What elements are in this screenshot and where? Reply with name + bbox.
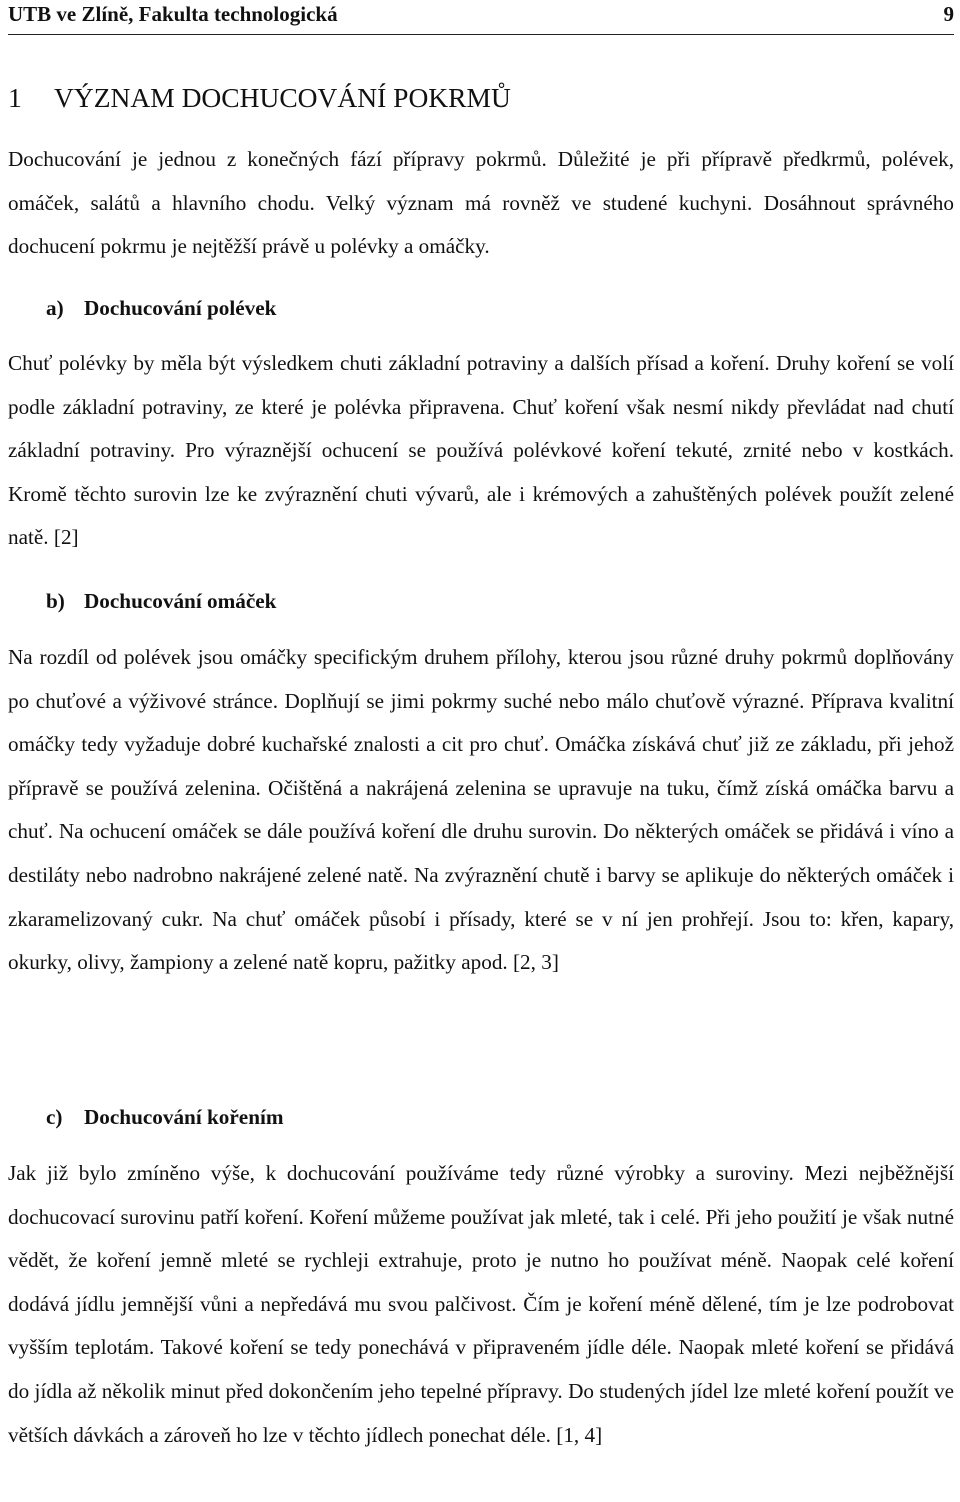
section-a-paragraph: Chuť polévky by měla být výsledkem chuti základní potraviny a dalších přísad a koření. Druhy koření se volí podle základní potraviny, ze které je polévka připravena. Chuť koření však nesmí nikdy převládat nad chutí základní potraviny. Pro výraznější ochucení se používá polévkové koření tekuté, zrnité nebo v kostkách. Kromě těchto surovin lze ke zvýraznění chuti vývarů, ale i krémových a zahuštěných polévek použít zelené natě. [2] [8, 351, 954, 550]
section-label: c) [46, 1105, 63, 1129]
section-c-paragraph: Jak již bylo zmíněno výše, k dochucování používáme tedy různé výrobky a suroviny. Mezi nejběžnější dochucovací surovinu patří koření. Koření můžeme používat jak mleté, tak i celé. Při jeho použití je však nutné vědět, že koření jemně mleté se rychleji extrahuje, proto je nutno ho používat méně. Naopak celé koření dodává jídlu jemnější vůni a nepředává mu svou palčivost. Čím je koření méně dělené, tím je lze podrobovat vyšším teplotám. Takové koření se tedy ponechává v připraveném jídle déle. Naopak mleté koření se přidává do jídla až několik minut před dokončením jeho tepelné přípravy. Do studených jídel lze mleté koření použít ve větších dávkách a zároveň ho lze v těchto jídlech ponechat déle. [1, 4] [8, 1161, 954, 1447]
section-title: Dochucování polévek [84, 296, 277, 320]
section-b-paragraph: Na rozdíl od polévek jsou omáčky specifickým druhem přílohy, kterou jsou různé druhy pokrmů doplňovány po chuťové a výživové stránce. Doplňují se jimi pokrmy suché nebo málo chuťově výrazné. Příprava kvalitní omáčky tedy vyžaduje dobré kuchařské znalosti a cit pro chuť. Omáčka získává chuť již ze základu, při jehož přípravě se používá zelenina. Očištěná a nakrájená zelenina se upravuje na tuku, čímž získá omáčka barvu a chuť. Na ochucení omáček se dále používá koření dle druhu surovin. Do některých omáček se přidává i víno a destiláty nebo nadrobno nakrájené zelené natě. Na zvýraznění chutě i barvy se aplikuje do některých omáček i zkaramelizovaný cukr. Na chuť omáček působí i přísady, které se v ní jen prohřejí. Jsou to: křen, kapary, okurky, olivy, žampiony a zelené natě kopru, pažitky apod. [2, 3] [8, 645, 954, 975]
section-title: Dochucování omáček [84, 589, 277, 613]
chapter-number: 1 [8, 82, 22, 113]
section-label: b) [46, 589, 65, 613]
section-title: Dochucování kořením [84, 1105, 284, 1129]
document-page [8, 0, 954, 1502]
section-heading-b [46, 585, 276, 617]
chapter-title-text: VÝZNAM DOCHUCOVÁNÍ POKRMŮ [54, 82, 511, 113]
header-institution: UTB ve Zlíně, Fakulta technologická [8, 2, 338, 26]
running-header [8, 0, 954, 35]
section-label: a) [46, 296, 64, 320]
header-page-number: 9 [943, 2, 954, 26]
intro-paragraph: Dochucování je jednou z konečných fází přípravy pokrmů. Důležité je při přípravě předkrmů, polévek, omáček, salátů a hlavního chodu. Velký význam má rovněž ve studené kuchyni. Dosáhnout správného dochucení pokrmu je nejtěžší právě u polévky a omáčky. [8, 147, 954, 259]
section-heading-a [46, 292, 276, 324]
chapter-title [8, 76, 511, 120]
section-heading-c [46, 1101, 284, 1133]
